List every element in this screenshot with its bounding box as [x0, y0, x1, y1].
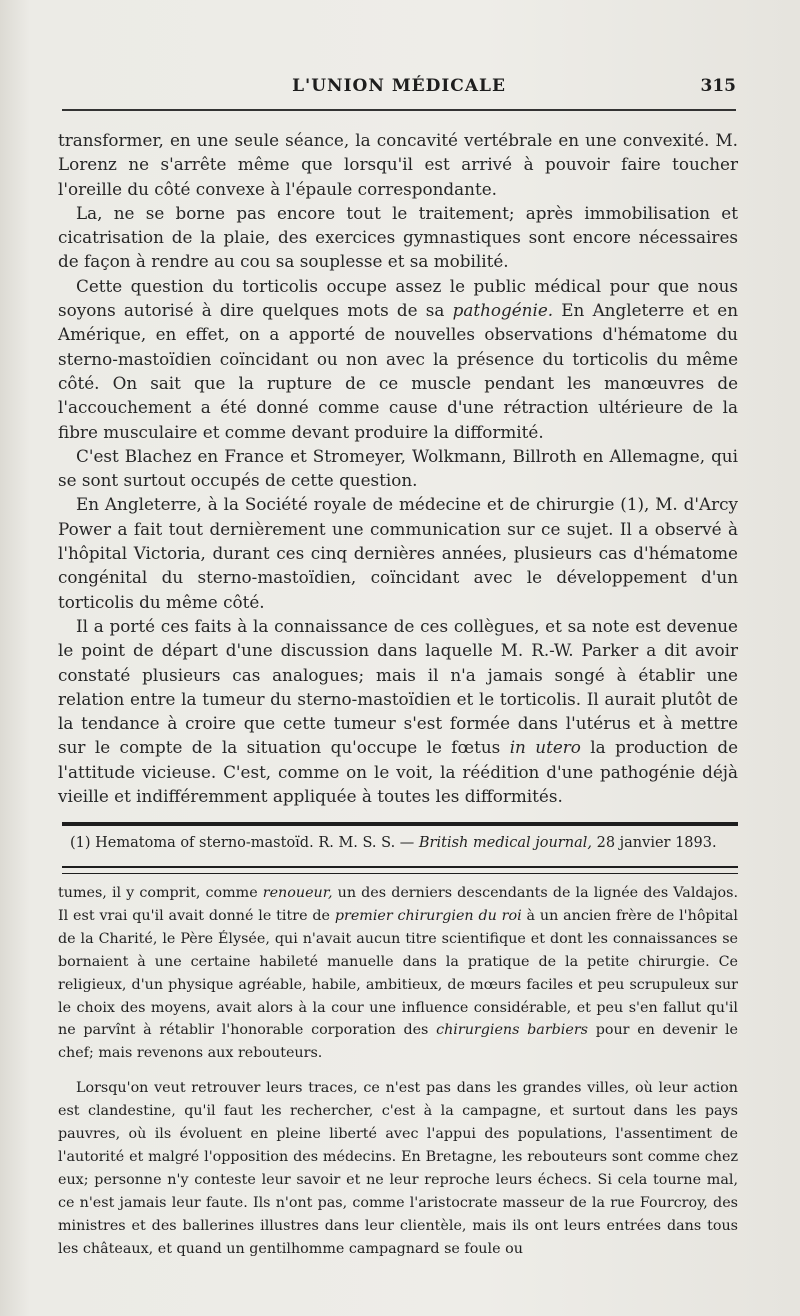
- paragraph: transformer, en une seule séance, la concavité vertébrale en une convexité. M. Lorenz ne s'arrête même que lorsqu'il est arrivé à pouvoir faire toucher l'oreille du côté convexe à l'épaule correspondante.: [58, 130, 738, 199]
- text-run: pour en devenir le chef; mais revenons aux rebouteurs.: [58, 1022, 739, 1062]
- text-run: la production de l'attitude vicieuse. C'est, comme on le voit, la réédition d'une pathogénie déjà vieille et indifféremment appliquée à toutes les difformités.: [58, 737, 739, 807]
- text-run: (1) Hematoma of sterno-mastoïd. R. M. S. S. —: [70, 835, 419, 851]
- page-number: 315: [700, 76, 736, 96]
- journal-title: British medical journal,: [418, 835, 592, 851]
- running-title: L'UNION MÉDICALE: [292, 76, 506, 96]
- paragraph: C'est Blachez en France et Stromeyer, Wolkmann, Billroth en Allemagne, qui se sont surtout occupés de cette question.: [58, 445, 738, 491]
- paragraph: [58, 614, 738, 808]
- article-body: [58, 128, 738, 808]
- feuilleton-rule: [62, 866, 738, 874]
- paragraph: La, ne se borne pas encore tout le traitement; après immobilisation et cicatrisation de la plaie, des exercices gymnastiques sont encore nécessaires de façon à rendre au cou sa souplesse et sa mobilité.: [58, 202, 738, 272]
- text-run: Il a porté ces faits à la connaissance de ces collègues, et sa note est devenue le point de départ d'une discussion dans laquelle M. R.-W. Parker a dit avoir constaté plusieurs cas analogues; mais il n'a jamais songé à établir une relation entre la tumeur du sterno-mastoïdien et le torticolis. Il aurait plutôt de la tendance à croire que cette tumeur s'est formée dans l'utérus et à mettre sur le compte de la situation qu'occupe le fœtus: [58, 615, 738, 758]
- paragraph: Lorsqu'on veut retrouver leurs traces, ce n'est pas dans les grandes villes, où leur action est clandestine, qu'il faut les rechercher, c'est à la campagne, et surtout dans les pays pauvres, où ils évoluent en pleine liberté avec l'appui des populations, l'assentiment de l'autorité et malgré l'opposition des médecins. En Bretagne, les rebouteurs sont comme chez eux; personne n'y conteste leur savoir et ne leur reproche leurs échecs. Si cela tourne mal, ce n'est jamais leur faute. Ils n'ont pas, comme l'aristocrate masseur de la rue Fourcroy, des ministres et des ballerines illustres dans leur clientèle, mais ils ont leurs entrées dans tous les châteaux, et quand un gentilhomme campagnard se foule ou: [58, 1080, 738, 1257]
- text-run: En Angleterre et en Amérique, en effet, on a apporté de nouvelles observations d'hématome du sterno-mastoïdien coïncidant ou non avec la présence du torticolis du même côté. On sait que la rupture de ce muscle pendant les manœuvres de l'accouchement a été donné comme cause d'une rétraction ultérieure de la fibre musculaire et comme devant produire la difformité.: [58, 300, 738, 442]
- paragraph: En Angleterre, à la Société royale de médecine et de chirurgie (1), M. d'Arcy Power a fait tout dernièrement une communication sur ce sujet. Il a observé à l'hôpital Victoria, durant ces cinq dernières années, plusieurs cas d'hématome congénital du sterno-mastoïdien, coïncidant avec le développement d'un torticolis du même côté.: [58, 494, 738, 612]
- text-run: un des derniers descendants de la lignée des Valdajos. Il est vrai qu'il avait donné le titre de: [58, 885, 738, 924]
- paragraph: [58, 882, 738, 1065]
- italic-term: chirurgiens barbiers: [436, 1022, 589, 1039]
- feuilleton-section: [58, 882, 738, 1261]
- footnote: [70, 832, 738, 854]
- italic-term: pathogénie.: [452, 300, 554, 321]
- italic-term: renoueur,: [262, 885, 333, 901]
- footnote-rule: [62, 822, 738, 826]
- italic-term: premier chirurgien du roi: [334, 907, 522, 924]
- text-run: tumes, il y comprit, comme: [58, 885, 263, 901]
- italic-term: in utero: [509, 737, 581, 758]
- paragraph: [58, 274, 738, 444]
- header-rule: [62, 109, 736, 111]
- text-run: 28 janvier 1893.: [591, 835, 717, 851]
- page-header: [62, 72, 736, 108]
- text-run: Cette question du torticolis occupe assez le public médical pour que nous soyons autorisé à dire quelques mots de sa: [58, 275, 738, 321]
- text-run: à un ancien frère de l'hôpital de la Charité, le Père Élysée, qui n'avait aucun titre scientifique et dont les connaissances se bornaient à une certaine habileté manuelle dans la pratique de la petite chirurgie. Ce religieux, d'un physique agréable, habile, ambitieux, de mœurs faciles et peu scrupuleux sur le choix des moyens, avait alors à la cour une influence considérable, et peu s'en fallut qu'il ne parvînt à rétablir l'honorable corporation des: [58, 907, 738, 1039]
